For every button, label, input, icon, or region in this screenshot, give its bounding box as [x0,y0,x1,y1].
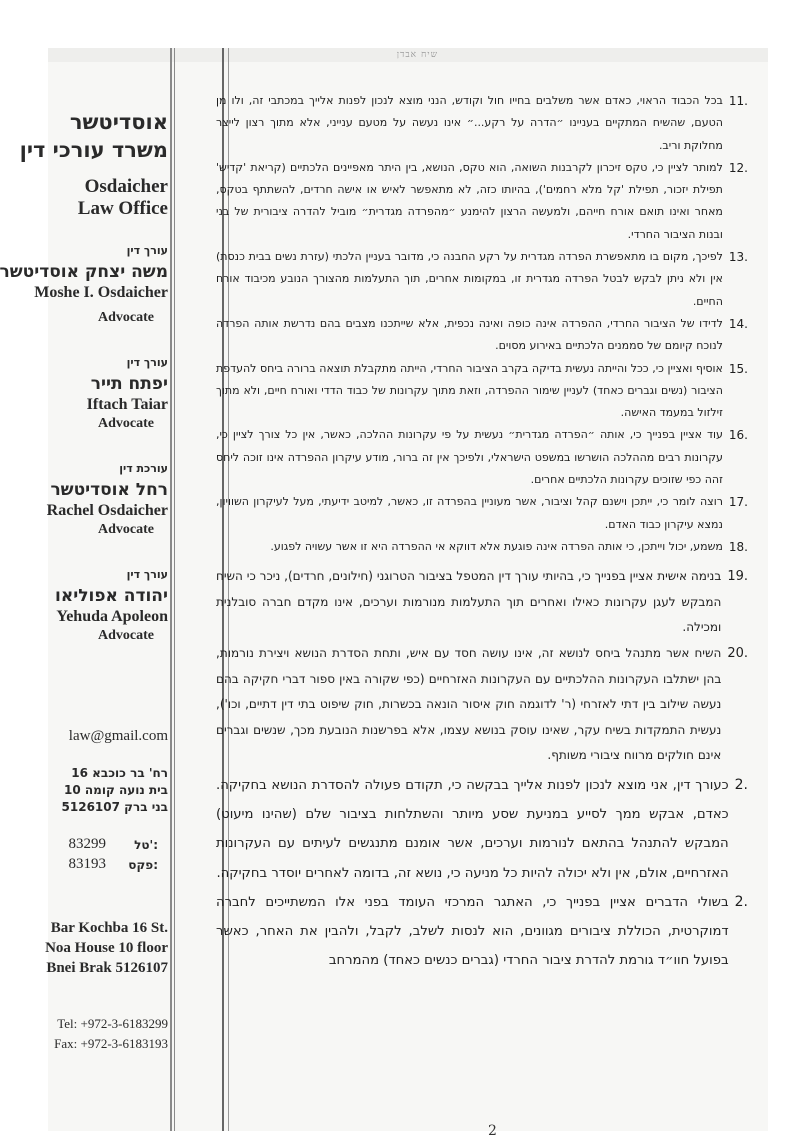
paragraph-number: 18. [728,539,748,554]
lawyer-2-name-english: Iftach Taiar [86,396,168,413]
paragraph-18 [216,536,748,558]
margin-seam-2 [174,48,175,1131]
tel-full: Tel: +972-3-6183299 [57,1016,168,1031]
previous-page-strip [48,48,768,62]
firm-subtitle-english: Law Office [77,198,168,219]
paragraph-number: 17. [728,495,748,510]
paragraph-number: 13. [728,250,748,265]
page-number: 2 [488,1123,497,1139]
lawyer-1-name-english: Moshe I. Osdaicher [34,284,168,301]
paragraph-text: רוצה לומר כי, ייתכן וישנם קהל וציבור, אשר מעוניין בהפרדה זו, כאשר, למיטב ידיעתי, מעל לעיקרון השוויון, נמצא עיקרון כבוד האדם. [216,495,723,531]
document-page [0,48,768,1139]
paragraph-number: 2. [734,893,748,910]
header-fragment: שיח אבדן [396,50,438,60]
address-english-2: Noa House 10 floor [45,940,168,956]
paragraph-text: אוסיף ואציין כי, ככל והייתה נעשית בדיקה בקרב הציבור החרדי, הייתה מתקבלת תוצאה ברורה ביחס להעדפת הציבור (נשים וגברים כאחד) לעניין שימור ההפרדה, וזאת מתוך עקרונות של כבוד הדדי ואורח חיים, ולא מתוך זילזול במעמד האישה. [216,361,723,420]
paragraph-22 [216,888,748,976]
paragraph-text: לפיכך, מקום בו מתאפשרת הפרדה מגדרית על רקע החבנה כי, מדובר בעניין הלכתי (עזרת נשים בבית כנסת) אין ולא ניתן לבקש לבטל הפרדה מגדרית זו, במקומות אחרים, תוך התעלמות מהצורך הנובע מכיבוד אורח החיים. [216,250,723,308]
paragraph-19 [216,564,748,641]
paragraph-13 [216,246,748,313]
paragraph-11 [216,90,748,157]
lawyer-4-name-hebrew: יהודה אפוליאו [54,586,168,606]
lawyer-1-name-hebrew: משה יצחק אוסדיטשר [0,262,168,282]
lawyer-3-title: עורכת דין [119,462,168,475]
paragraph-number: 12. [728,160,748,175]
paragraph-number: 2. [734,776,748,793]
firm-name-hebrew: אוסדיטשר [69,110,168,134]
letter-body [216,90,748,975]
lawyer-4-name-english: Yehuda Apoleon [56,608,168,625]
address-english-1: Bar Kochba 16 St. [50,920,168,936]
paragraph-number: 19. [727,569,748,585]
paragraph-17 [216,491,748,536]
paragraph-15 [216,358,748,425]
firm-name-english: Osdaicher [84,176,168,197]
paragraph-text: השיח אשר מתנהל ביחס לנושא זה, אינו עושה חסד עם איש, ותחת הסדרת הנושא ויצירת נורמות, בהן ישתלבו העקרונות ההלכתיים עם העקרונות האזרחיים (כפי שקורה באין ספור דברי חקיקה בהם נעשה שילוב בין דתי לאזרחי (ר' לדוגמה חוק איסור הונאה בכשרות, חוק שיפוט בתי דין דתיים, וכו'), נעשית התמקדות בשיח עקר, שאינו עוסק בנושא עצמו, אלא בפרשנות הנובעת מכך, שנשים וגברים אינם חולקים מרווח ציבורי משותף. [216,646,722,763]
paragraph-text: עוד אציין בפנייך כי, אותה ״הפרדה מגדרית״ נעשית על פי עקרונות ההלכה, כאשר, אין כל צורך לציין כי, עקרונות רבים מההלכה הושרשו במשפט הישראלי, ולפיכך אין זה ברור, מודע עיקרון ההפרדה אינו זוכה ליחס זהה כפי שזוכים עקרונות הלכתיים אחרים. [216,428,723,487]
paragraph-text: בנימה אישית אציין בפנייך כי, בהיותי עורך דין המטפל בציבור הטרוגני (חילונים, חרדים), ניכר כי השיח המבקש לעגן עקרונות כאילו ואחרים תוך התעלמות מנורמות וערכים, אינו מקדם חברה סובלנית ומכילה. [216,569,722,635]
paragraph-text: כעורך דין, אני מוצא לנכון לפנות אלייך בבקשה כי, תקודם פעולה להסדרת הנושא בחקיקה. כאדם, אבקש ממך לסייע במניעת שסע מיותר והשתלחות בציבור שלם (שהינו מיעוט) המבקש להתנהל בהתאם לנורמות וערכים, אשר אומנם מתנגשים לעיתים עם העקרונות האזרחיים, אולם, אין ולא יכולה להיות כל מניעה כי, נושא זה, בדומה לאחרים יוסדר בחקיקה. [216,777,729,881]
lawyer-1-title: עורך דין [126,244,168,257]
paragraph-text: בשולי הדברים אציין בפנייך כי, האתגר המרכזי העומד בפני אלו המשתייכים לחברה דמוקרטית, הכוללת ציבורים מגוונים, הוא לנסות לשלב, לקבל, ולהבין את האחר, כאשר בפועל חוו״ד גורמת להדרת ציבור החרדי (גברים כנשים כאחד) מהמרחב [216,894,729,969]
paragraph-20 [216,641,748,769]
fax-number-short: 83193 [68,856,106,872]
lawyer-3-name-english: Rachel Osdaicher [46,502,168,519]
address-english-3: Bnei Brak 5126107 [46,960,168,976]
lawyer-2-name-hebrew: יפתח תייר [90,374,168,394]
paragraph-number: 14. [728,316,748,331]
lawyer-3-role: Advocate [98,522,154,537]
paragraph-text: לדידו של הציבור החרדי, ההפרדה אינה כופה ואינה נכפית, אלא שייתכנו מצבים בהם נדרשת אותה הפרדה לנוכח קיומם של סממנים הלכתיים באירוע מסוים. [216,316,723,353]
paragraph-number: 11. [728,94,748,108]
paragraph-16 [216,424,748,491]
paragraph-14 [216,313,748,358]
tel-number-short: 83299 [68,836,106,852]
paragraph-text: בכל הכבוד הראוי, כאדם אשר משלבים בחייו חול וקודש, הנני מוצא לנכון לפנות אלייך במכתבי זה, ולו מן הטעם, שהשיח המתקיים בעניינו ״הדרה על רקע...״ אינו נעשה על מטעם ענייני, אלא מתוך רצון לייצר מחלוקת וריב. [216,94,723,152]
tel-label: טל': [134,838,158,852]
fax-full: Fax: +972-3-6183193 [54,1036,168,1051]
paragraph-number: 20. [727,646,748,662]
paragraph-12 [216,157,748,246]
lawyer-2-title: עורך דין [126,356,168,369]
paragraph-text: משמע, יכול וייתכן, כי אותה הפרדה אינה פוגעת אלא דווקא אי ההפרדה היא זו אשר עשויה לפגוע. [270,539,723,553]
lawyer-4-title: עורך דין [126,568,168,581]
fax-label: פקס: [128,858,158,872]
lawyer-3-name-hebrew: רחל אוסדיטשר [50,480,168,500]
paragraph-text: למותר לציין כי, טקס זיכרון לקרבנות השואה, הוא טקס, הנושא, בין היתר מאפיינים הלכתיים (קריאת 'קדיש' תפילת יזכור, תפילת 'קל מלא רחמים'), בהיותו כזה, לא מתאפשר לאיש או אישה חרדים, להשתתף בטקס, מאחר ואינו תואם אורח חייהם, ולמעשה הרצון להימנע ״מהפרדה מגדרית״ מוביל להדרה ציבורית של בני ובנות הציבור החרדי. [216,160,723,241]
firm-subtitle-hebrew: משרד עורכי דין [19,138,168,162]
paragraph-number: 15. [728,361,748,376]
lawyer-4-role: Advocate [98,628,154,643]
address-hebrew-2: בית נועה קומה 10 [64,783,168,797]
email: law@gmail.com [68,728,168,744]
lawyer-2-role: Advocate [98,416,154,431]
address-hebrew-3: בני ברק 5126107 [61,800,168,814]
paragraph-number: 16. [728,428,748,443]
address-hebrew-1: רח' בר כוכבא 16 [71,766,168,780]
paragraph-21 [216,771,748,888]
lawyer-1-role: Advocate [98,310,154,325]
margin-seam [170,48,172,1131]
